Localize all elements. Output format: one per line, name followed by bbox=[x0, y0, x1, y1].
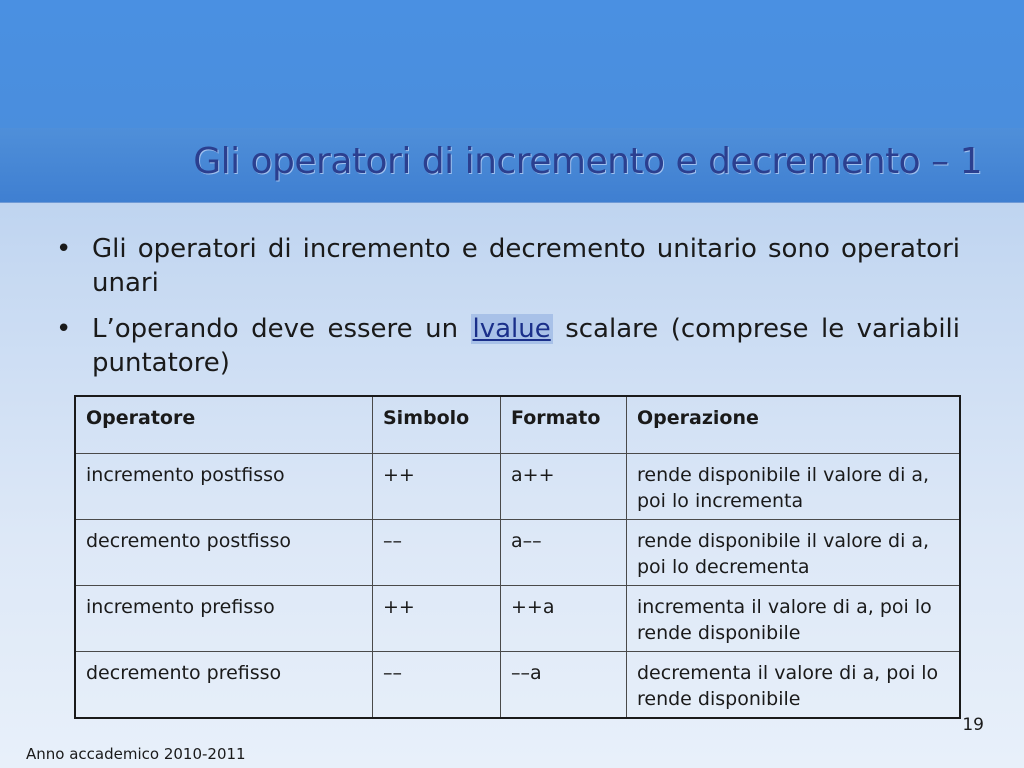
bullet-marker: • bbox=[56, 314, 72, 344]
header-formato: Formato bbox=[501, 396, 627, 454]
bullet-item bbox=[56, 232, 960, 300]
cell-operatore: decremento prefisso bbox=[75, 652, 373, 719]
bullet-item bbox=[56, 312, 960, 380]
cell-operazione: incrementa il valore di a, poi lo rende disponibile bbox=[627, 586, 961, 652]
table-row bbox=[75, 520, 960, 586]
bullet-list bbox=[56, 232, 960, 392]
cell-simbolo: ++ bbox=[373, 586, 501, 652]
cell-formato: a–– bbox=[501, 520, 627, 586]
bullet-text-after: scalare (comprese le variabili puntatore) bbox=[92, 314, 961, 378]
lvalue-link[interactable]: lvalue bbox=[472, 314, 551, 344]
bullet-text-before: L’operando deve essere un bbox=[92, 314, 471, 344]
cell-operazione: rende disponibile il valore di a, poi lo decrementa bbox=[627, 520, 961, 586]
cell-simbolo: ++ bbox=[373, 454, 501, 520]
operators-table bbox=[74, 395, 961, 719]
header-operatore: Operatore bbox=[75, 396, 373, 454]
slide-title: Gli operatori di incremento e decremento – 1 bbox=[193, 141, 982, 182]
table-row bbox=[75, 454, 960, 520]
header-simbolo: Simbolo bbox=[373, 396, 501, 454]
table-row bbox=[75, 586, 960, 652]
header-band bbox=[0, 0, 1024, 128]
bullet-marker: • bbox=[56, 234, 72, 264]
cell-operatore: incremento prefisso bbox=[75, 586, 373, 652]
cell-formato: ++a bbox=[501, 586, 627, 652]
header-operazione: Operazione bbox=[627, 396, 961, 454]
bullet-text: Gli operatori di incremento e decremento unitario sono operatori unari bbox=[92, 234, 960, 298]
cell-operazione: decrementa il valore di a, poi lo rende disponibile bbox=[627, 652, 961, 719]
footer-text: Anno accademico 2010-2011 bbox=[26, 745, 246, 763]
table-header-row bbox=[75, 396, 960, 454]
cell-simbolo: –– bbox=[373, 520, 501, 586]
cell-simbolo: –– bbox=[373, 652, 501, 719]
cell-formato: a++ bbox=[501, 454, 627, 520]
cell-formato: ––a bbox=[501, 652, 627, 719]
cell-operazione: rende disponibile il valore di a, poi lo incrementa bbox=[627, 454, 961, 520]
cell-operatore: incremento postfisso bbox=[75, 454, 373, 520]
page-number: 19 bbox=[962, 715, 984, 735]
table-row bbox=[75, 652, 960, 719]
cell-operatore: decremento postfisso bbox=[75, 520, 373, 586]
